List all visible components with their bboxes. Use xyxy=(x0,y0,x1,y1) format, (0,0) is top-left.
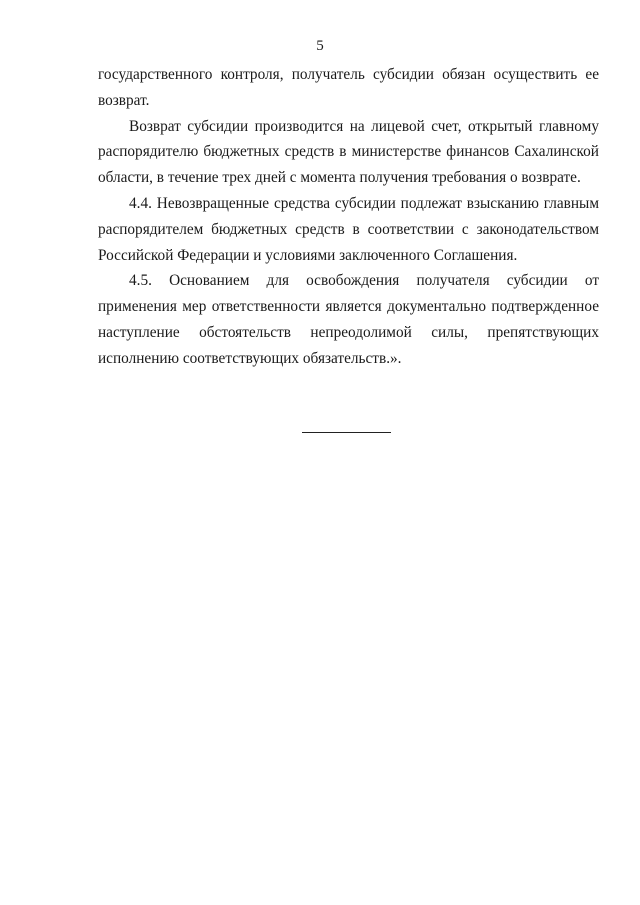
page-number: 5 xyxy=(316,38,324,54)
paragraph-4-5: 4.5. Основанием для освобождения получателя субсидии от применения мер ответственности является документально подтвержденное наступление обстоятельств непреодолимой силы, препятствующих исполнению соответствующих обязательств.». xyxy=(98,272,599,367)
paragraph-continuation: государственного контроля, получатель субсидии обязан осуществить ее возврат. xyxy=(98,66,599,109)
paragraph-subsidy-return: Возврат субсидии производится на лицевой счет, открытый главному распорядителю бюджетных средств в министерстве финансов Сахалинской области, в течение трех дней с момента получения требования о возврате. xyxy=(98,117,599,187)
end-of-document-rule xyxy=(302,432,391,433)
paragraph-4-4: 4.4. Невозвращенные средства субсидии подлежат взысканию главным распорядителем бюджетных средств в соответствии с законодательством Российской Федерации и условиями заключенного Соглашения. xyxy=(98,194,599,264)
document-body xyxy=(98,62,599,372)
